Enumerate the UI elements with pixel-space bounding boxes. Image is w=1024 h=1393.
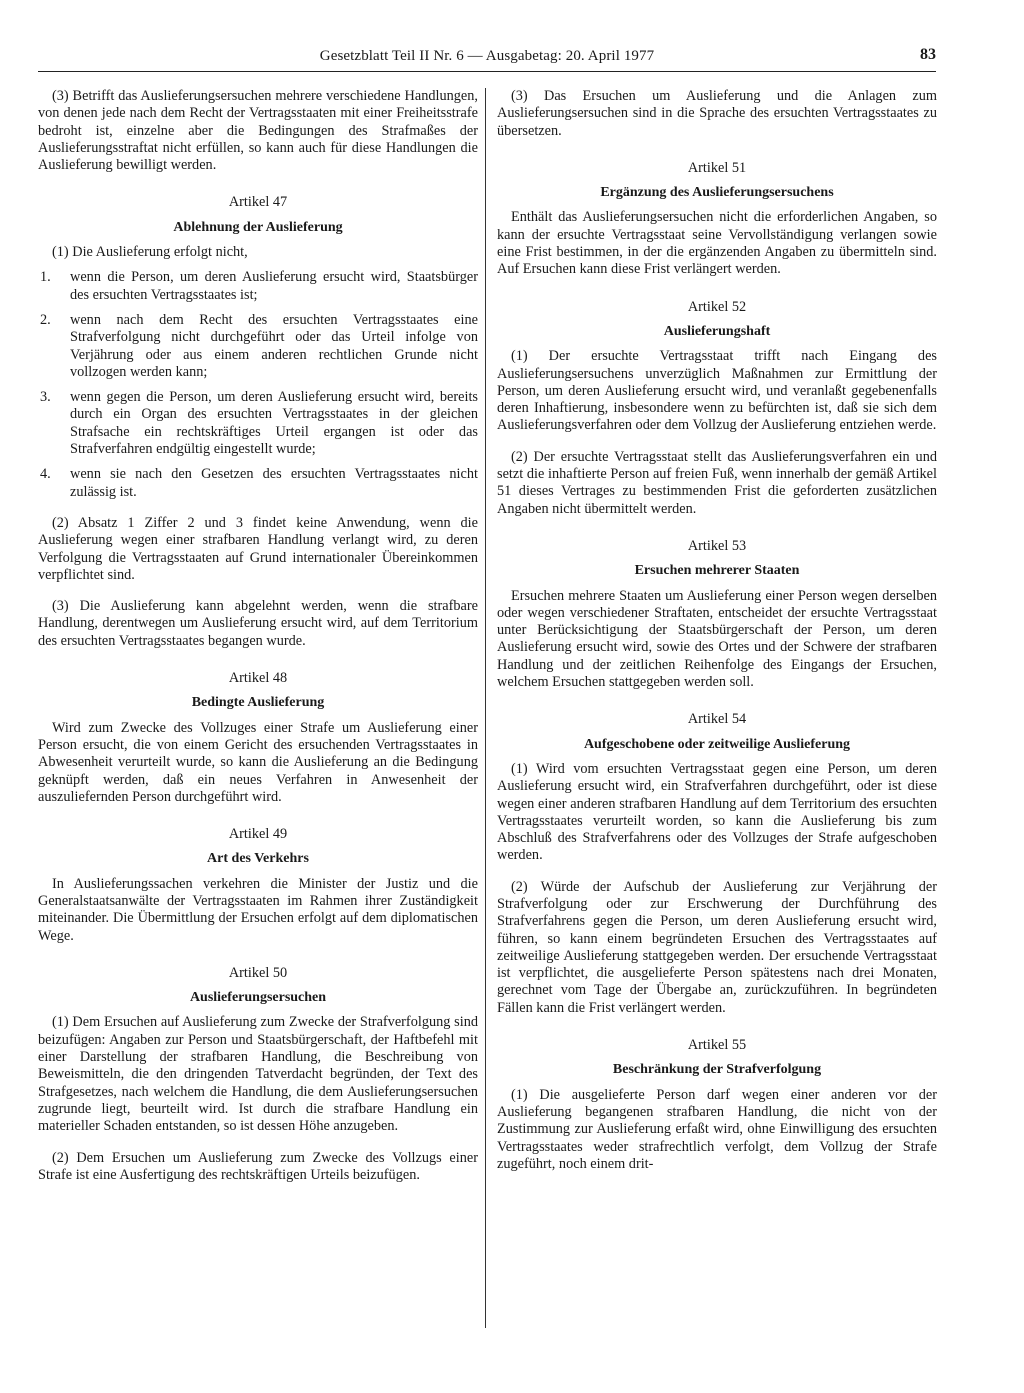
- list-item-number: 1.: [40, 269, 51, 286]
- article-55-title: Beschränkung der Strafverfolgung: [612, 1062, 822, 1078]
- list-item: [38, 269, 478, 304]
- article-55-number: Artikel 55: [687, 1037, 747, 1054]
- paragraph: (3) Die Auslieferung kann abgelehnt werden, wenn die strafbare Handlung, derentwegen um Auslieferung ersucht wird, auf dem Territorium des ersuchten Vertragsstaates begangen wurde.: [38, 598, 478, 649]
- list-item: [38, 466, 478, 501]
- paragraph: (1) Der ersuchte Vertragsstaat trifft nach Eingang des Auslieferungsersuchens unverzüglich Maßnahmen zur Ermittlung der Person, um deren Auslieferung ersucht wird, und veranlaßt gegebenenfalls deren Inhaftierung, insbesondere wenn zu befürchten ist, daß sie sich dem Auslieferungsverfahren oder dem Vollzug der Auslieferung entziehen werde.: [497, 348, 937, 434]
- right-column: [497, 88, 937, 1187]
- paragraph: (3) Betrifft das Auslieferungsersuchen mehrere verschiedene Handlungen, von denen jede nach dem Recht der Vertragsstaaten mit einer Freiheitsstrafe bedroht ist, einzelne aber die Bedingungen des Strafmaßes der Auslieferungsstraftat nicht erfüllen, so kann auch für diese Handlungen die Auslieferung bewilligt werden.: [38, 88, 478, 174]
- paragraph: (2) Der ersuchte Vertragsstaat stellt das Auslieferungsverfahren ein und setzt die inhaftierte Person auf freien Fuß, wenn innerhalb der gemäß Artikel 51 dieses Vertrages zu bestimmenden Frist die geforderten zusätzlichen Angaben nicht übermittelt werden.: [497, 448, 937, 517]
- article-52-number: Artikel 52: [687, 298, 747, 315]
- article-54-number: Artikel 54: [687, 711, 747, 728]
- article-47-number: Artikel 47: [228, 194, 288, 211]
- paragraph: (1) Die Auslieferung erfolgt nicht,: [52, 244, 248, 261]
- article-47-list: [38, 269, 478, 501]
- article-50-title: Auslieferungsersuchen: [189, 990, 327, 1006]
- article-48-title: Bedingte Auslieferung: [191, 695, 325, 711]
- paragraph: (2) Absatz 1 Ziffer 2 und 3 findet keine Anwendung, wenn die Auslieferung wegen einer strafbaren Handlung verlangt wird, zu deren Verfolgung die Vertragsstaaten auf Grund internationaler Übereinkommen verpflichtet sind.: [38, 514, 478, 583]
- list-item-text: wenn die Person, um deren Auslieferung ersucht wird, Staatsbürger des ersuchten Vertragsstaates ist;: [70, 269, 478, 303]
- header-title: Gesetzblatt Teil II Nr. 6 — Ausgabetag: 20. April 1977: [319, 48, 655, 64]
- paragraph: Enthält das Auslieferungsersuchen nicht die erforderlichen Angaben, so kann der ersuchte Vertragsstaat seine Vervollständigung verlangen sowie eine Frist bestimmen, in der die ergänzenden Angaben zu übermitteln sind. Auf Ersuchen kann diese Frist verlängert werden.: [497, 209, 937, 278]
- paragraph: In Auslieferungssachen verkehren die Minister der Justiz und die Generalstaatsanwälte der Vertragsstaaten im Rahmen ihrer Zuständigkeit miteinander. Die Übermittlung der Ersuchen erfolgt auf dem diplomatischen Wege.: [38, 875, 478, 944]
- list-item-number: 4.: [40, 466, 51, 483]
- left-column: [38, 88, 478, 1198]
- list-item-number: 2.: [40, 311, 51, 328]
- list-item-number: 3.: [40, 389, 51, 406]
- list-item: [38, 389, 478, 458]
- article-49-number: Artikel 49: [228, 826, 288, 843]
- article-48-number: Artikel 48: [228, 670, 288, 687]
- paragraph: Ersuchen mehrere Staaten um Auslieferung einer Person wegen derselben oder wegen verschiedener Straftaten, entscheidet der ersuchte Vertragsstaat unter Berücksichtigung der Staatsbürgerschaft der Person, um deren Auslieferung ersucht wird, sowie des Ortes und der Schwere der strafbaren Handlung und der zeitlichen Reihenfolge des Eingangs der Ersuchen, welchem Ersuchen stattgegeben werden soll.: [497, 587, 937, 691]
- paragraph: (2) Würde der Aufschub der Auslieferung zur Verjährung der Strafverfolgung oder zur Erschwerung der Durchführung des Strafverfahrens gegen die Person, um deren Auslieferung ersucht wird, führen, so kann einem begründeten Ersuchen des Vertragsstaates auf zeitweilige Auslieferung stattgegeben werden. Der ersuchende Vertragsstaat ist verpflichtet, die ausgelieferte Person spätestens nach drei Monaten, gerechnet vom Tage der Übergabe an, zurückzuführen. In begründeten Fällen kann die Frist verlängert werden.: [497, 878, 937, 1016]
- article-49-title: Art des Verkehrs: [207, 851, 309, 867]
- page-header: [38, 45, 936, 72]
- paragraph: (1) Dem Ersuchen auf Auslieferung zum Zwecke der Strafverfolgung sind beizufügen: Angaben zur Person und Staatsbürgerschaft, der Haftbefehl mit einer Darstellung der strafbaren Handlung, die Beschreibung von Beweismitteln, die den dringenden Tatverdacht begründen, der Text des Strafgesetzes, nach welchem die Handlung, die dem Auslieferungsersuchen zugrunde liegt, beurteilt wird. Ist durch die strafbare Handlung ein materieller Schaden entstanden, so ist dessen Höhe anzugeben.: [38, 1014, 478, 1135]
- article-53-number: Artikel 53: [687, 537, 747, 554]
- column-divider: [485, 88, 486, 1328]
- paragraph: (3) Das Ersuchen um Auslieferung und die Anlagen zum Auslieferungsersuchen sind in die Sprache des ersuchten Vertragsstaates zu übersetzen.: [497, 88, 937, 139]
- article-53-title: Ersuchen mehrerer Staaten: [634, 563, 800, 579]
- list-item-text: wenn nach dem Recht des ersuchten Vertragsstaates eine Strafverfolgung nicht durchgeführt oder das Urteil infolge von Verjährung oder aus einem anderen rechtlichen Grunde nicht vollzogen werden kann;: [70, 311, 478, 380]
- article-51-number: Artikel 51: [687, 159, 747, 176]
- article-47-title: Ablehnung der Auslieferung: [173, 219, 343, 235]
- paragraph: (2) Dem Ersuchen um Auslieferung zum Zwecke des Vollzugs einer Strafe ist eine Ausfertigung des rechtskräftigen Urteils beizufügen.: [38, 1149, 478, 1183]
- article-52-title: Auslieferungshaft: [663, 323, 771, 339]
- list-item-text: wenn sie nach den Gesetzen des ersuchten Vertragsstaates nicht zulässig ist.: [70, 466, 478, 500]
- article-54-title: Aufgeschobene oder zeitweilige Auslieferung: [583, 736, 851, 752]
- list-item-text: wenn gegen die Person, um deren Auslieferung ersucht wird, bereits durch ein Organ des ersuchten Vertragsstaates in der gleichen Strafsache ein rechtskräftiges Urteil ergangen ist oder das Strafverfahren endgültig eingestellt wurde;: [70, 389, 478, 458]
- article-51-title: Ergänzung des Auslieferungsersuchens: [600, 185, 834, 201]
- paragraph: (1) Die ausgelieferte Person darf wegen einer anderen vor der Auslieferung begangenen strafbaren Handlung, die nicht von der Zustimmung zur Auslieferung erfaßt wird, ohne Einwilligung des ersuchten Vertragsstaates weder strafrechtlich verfolgt, dem Vollzug der Strafe zugeführt, noch einem drit-: [497, 1086, 937, 1172]
- article-50-number: Artikel 50: [228, 964, 288, 981]
- page-number: 83: [920, 46, 936, 63]
- list-item: [38, 312, 478, 381]
- paragraph: Wird zum Zwecke des Vollzuges einer Strafe um Auslieferung einer Person ersucht, die von einem Gericht des ersuchenden Vertragsstaates in Abwesenheit verurteilt wurde, so kann die Auslieferung an die Bedingung geknüpft werden, daß ein neues Verfahren in Anwesenheit der auszuliefernden Person durchgeführt wird.: [38, 719, 478, 805]
- paragraph: (1) Wird vom ersuchten Vertragsstaat gegen eine Person, um deren Auslieferung ersucht wird, ein Strafverfahren durchgeführt, oder ist diese wegen einer anderen strafbaren Handlung auf dem Territorium des ersuchten Vertragsstaates verurteilt worden, so kann die Auslieferung bis zum Abschluß des Strafverfahrens oder des Vollzuges der Strafe aufgeschoben werden.: [497, 760, 937, 864]
